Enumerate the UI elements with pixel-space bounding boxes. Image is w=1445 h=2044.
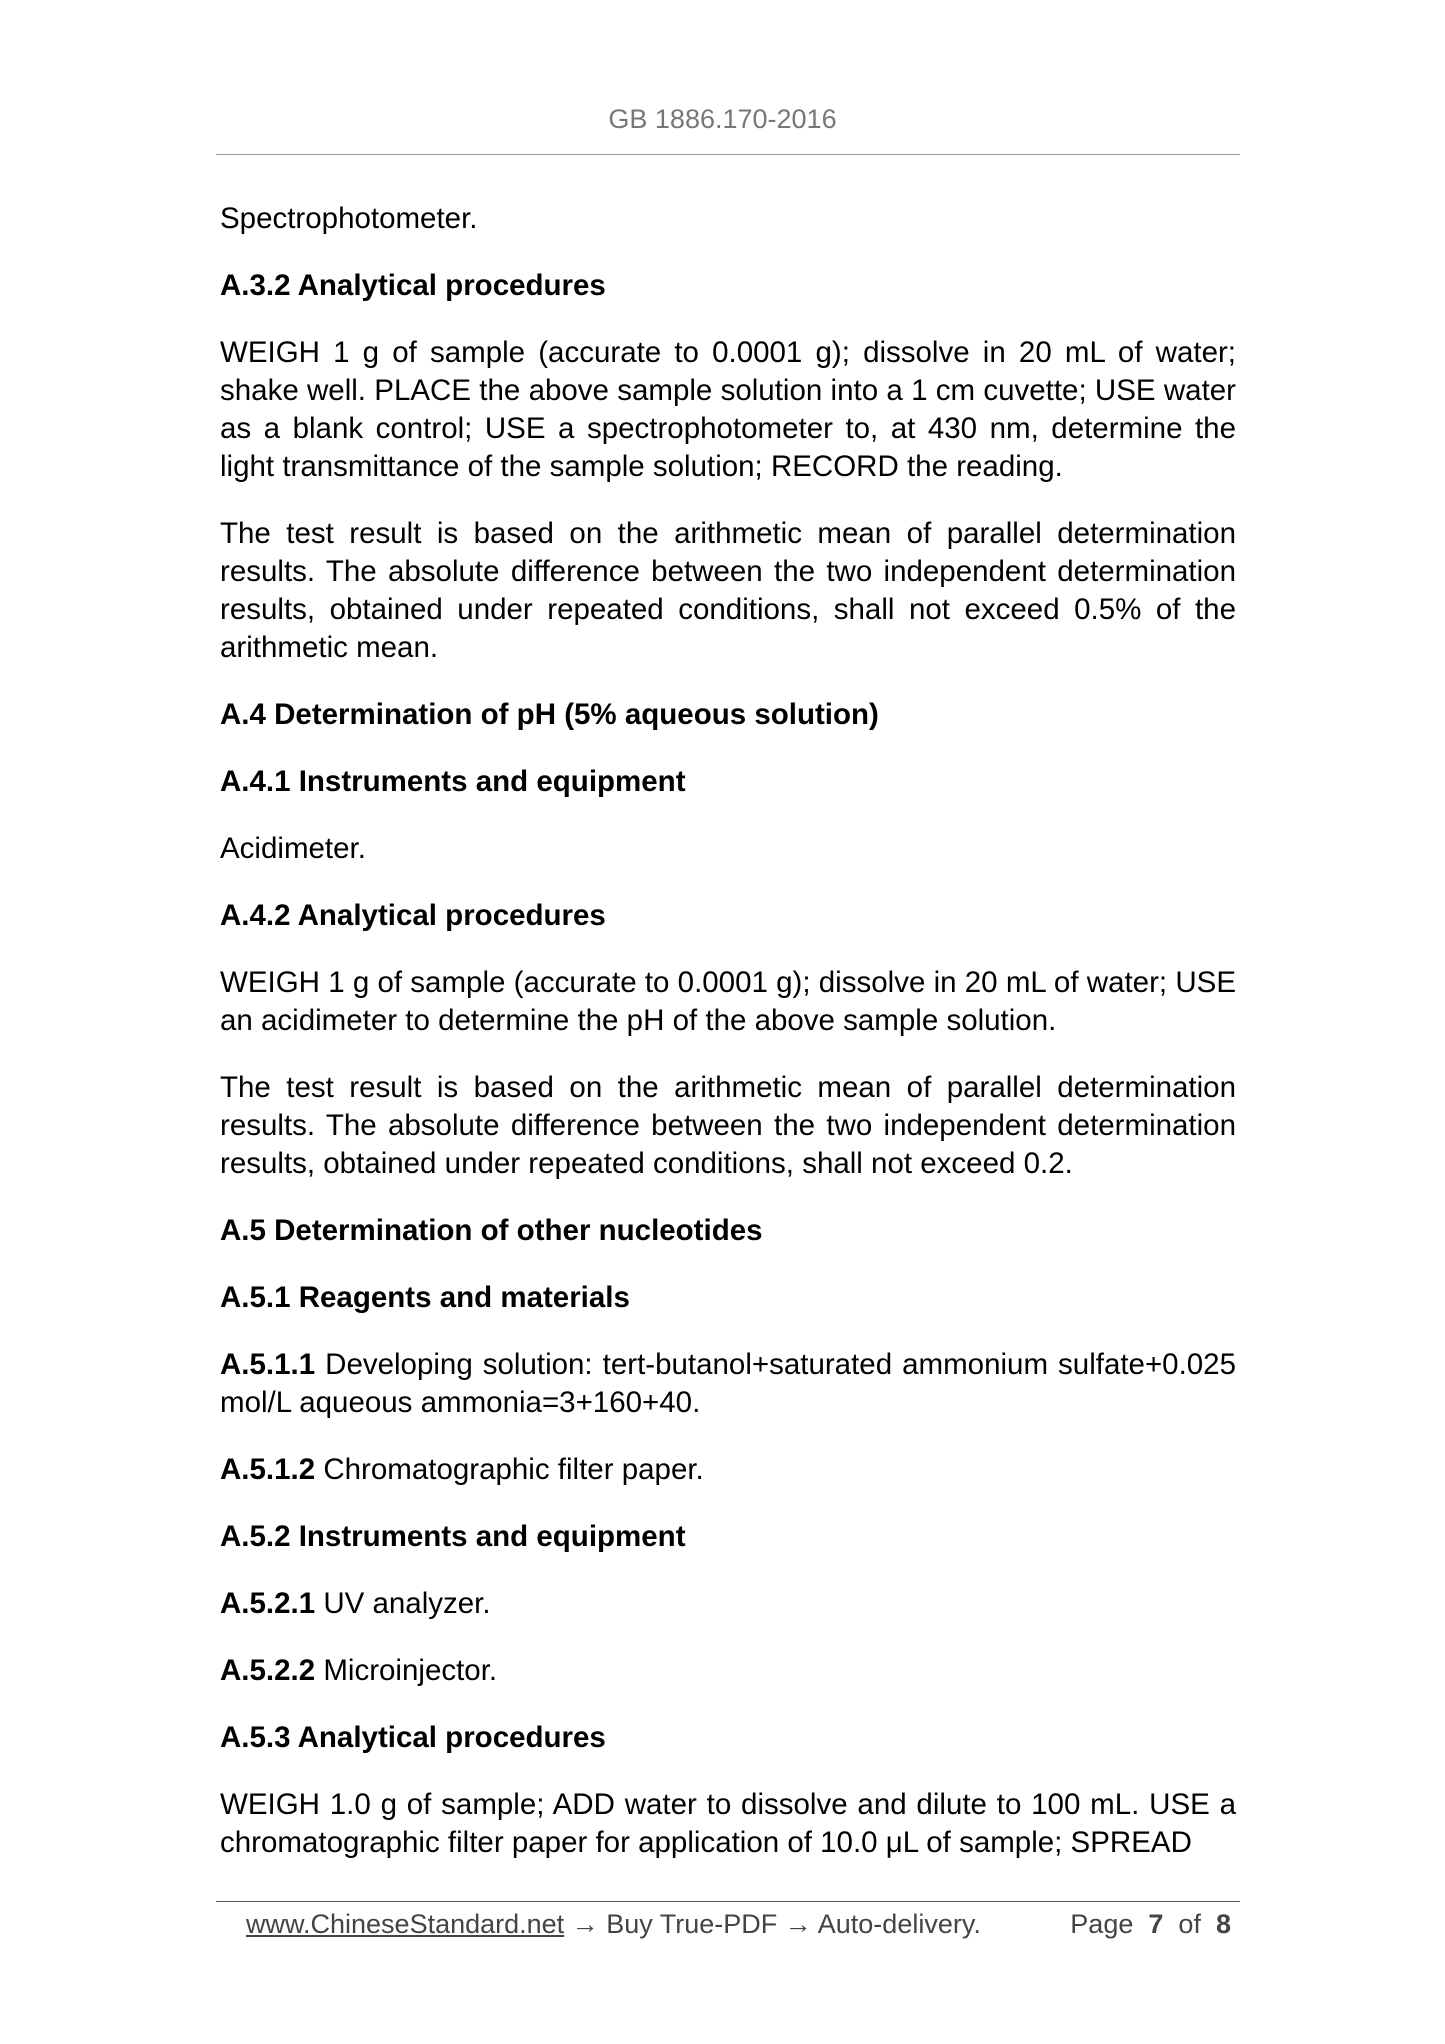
body-paragraph: The test result is based on the arithmetic mean of parallel determination results. The absolute difference between the two independent determination results, obtained under repeated conditions, shall not exceed 0.2.: [220, 1071, 1236, 1180]
page-footer: [246, 1907, 1236, 1941]
buy-pdf-text: Buy True-PDF: [606, 1909, 778, 1939]
body-paragraph: WEIGH 1.0 g of sample; ADD water to dissolve and dilute to 100 mL. USE a chromatographic filter paper for application of 10.0 μL of sample; SPREAD: [220, 1788, 1236, 1859]
clause-a522: [220, 1652, 1236, 1690]
page-total: 8: [1215, 1909, 1231, 1939]
section-heading-a52: A.5.2 Instruments and equipment: [220, 1520, 686, 1553]
body-paragraph: Acidimeter.: [220, 832, 366, 865]
clause-number: A.5.2.2: [220, 1654, 316, 1687]
section-heading-a32: A.3.2 Analytical procedures: [220, 269, 606, 302]
arrow-right-icon: →: [564, 1909, 607, 1939]
clause-number: A.5.1.2: [220, 1453, 316, 1486]
clause-a521: [220, 1585, 1236, 1623]
section-heading-a51: A.5.1 Reagents and materials: [220, 1281, 630, 1314]
auto-delivery-text: Auto-delivery.: [817, 1909, 981, 1939]
clause-text: UV analyzer.: [315, 1587, 491, 1620]
arrow-right-icon: →: [777, 1909, 818, 1939]
page-label: Page: [1070, 1909, 1134, 1939]
page-current: 7: [1148, 1909, 1164, 1939]
footer-divider: [216, 1901, 1240, 1902]
clause-a512: [220, 1451, 1236, 1489]
section-heading-a4: A.4 Determination of pH (5% aqueous solution): [220, 698, 879, 731]
clause-text: Microinjector.: [315, 1654, 498, 1687]
website-link[interactable]: www.ChineseStandard.net: [246, 1909, 565, 1939]
clause-a511: [220, 1346, 1236, 1422]
clause-number: A.5.1.1: [220, 1348, 316, 1381]
body-paragraph: WEIGH 1 g of sample (accurate to 0.0001 g); dissolve in 20 mL of water; shake well. PLACE the above sample solution into a 1 cm cuvette; USE water as a blank control; USE a spectrophotometer to, at 430 nm, determine the light transmittance of the sample solution; RECORD the reading.: [220, 336, 1236, 483]
clause-text: Developing solution: tert-butanol+saturated ammonium sulfate+0.025 mol/L aqueous ammonia=3+160+40.: [220, 1348, 1236, 1419]
page-of: of: [1178, 1909, 1201, 1939]
header-divider: [216, 154, 1240, 155]
section-heading-a41: A.4.1 Instruments and equipment: [220, 765, 686, 798]
running-header: GB 1886.170-2016: [608, 104, 837, 134]
body-paragraph: Spectrophotometer.: [220, 202, 478, 235]
page-body: [220, 200, 1236, 1891]
section-heading-a53: A.5.3 Analytical procedures: [220, 1721, 606, 1754]
clause-text: Chromatographic filter paper.: [315, 1453, 704, 1486]
clause-number: A.5.2.1: [220, 1587, 316, 1620]
section-heading-a42: A.4.2 Analytical procedures: [220, 899, 606, 932]
section-heading-a5: A.5 Determination of other nucleotides: [220, 1214, 763, 1247]
page-indicator: [1070, 1907, 1231, 1941]
body-paragraph: The test result is based on the arithmetic mean of parallel determination results. The absolute difference between the two independent determination results, obtained under repeated conditions, shall not exceed 0.5% of the arithmetic mean.: [220, 517, 1236, 664]
body-paragraph: WEIGH 1 g of sample (accurate to 0.0001 g); dissolve in 20 mL of water; USE an acidimeter to determine the pH of the above sample solution.: [220, 966, 1236, 1037]
